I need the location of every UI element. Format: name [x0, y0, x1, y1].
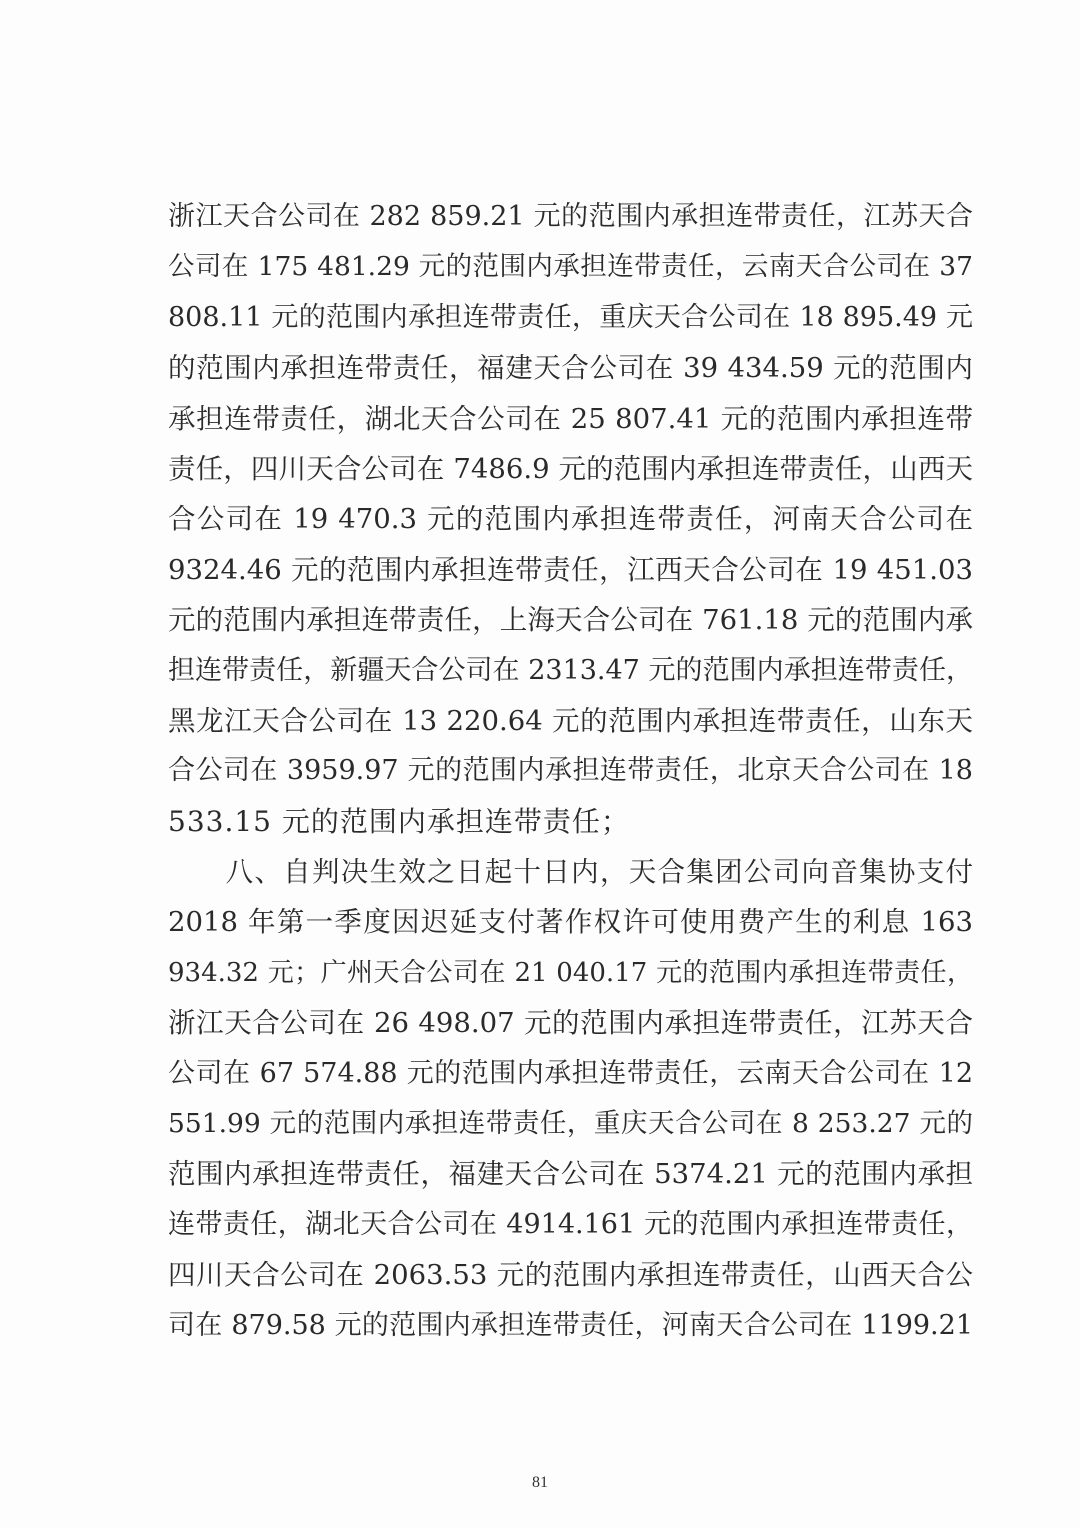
text-line: 浙江天合公司在 26 498.07 元的范围内承担连带责任，江苏天合 — [168, 1007, 973, 1040]
text-line: 合公司在 19 470.3 元的范围内承担连带责任，河南天合公司在 — [168, 503, 973, 536]
text-line: 黑龙江天合公司在 13 220.64 元的范围内承担连带责任，山东天 — [168, 704, 973, 737]
text-line: 八、自判决生效之日起十日内，天合集团公司向音集协支付 — [168, 856, 973, 889]
text-line: 元的范围内承担连带责任，上海天合公司在 761.18 元的范围内承 — [168, 604, 973, 637]
document-body — [168, 192, 973, 1351]
text-line: 533.15 元的范围内承担连带责任； — [168, 804, 630, 838]
text-line: 公司在 175 481.29 元的范围内承担连带责任，云南天合公司在 37 — [168, 251, 973, 283]
text-line: 浙江天合公司在 282 859.21 元的范围内承担连带责任，江苏天合 — [168, 201, 973, 232]
text-line: 担连带责任，新疆天合公司在 2313.47 元的范围内承担连带责任， — [168, 654, 973, 686]
text-line: 的范围内承担连带责任，福建天合公司在 39 434.59 元的范围内 — [168, 352, 973, 385]
text-line: 2018 年第一季度因迟延支付著作权许可使用费产生的利息 163 — [168, 906, 973, 939]
text-line: 9324.46 元的范围内承担连带责任，江西天合公司在 19 451.03 — [168, 553, 973, 586]
text-line: 公司在 67 574.88 元的范围内承担连带责任，云南天合公司在 12 — [168, 1057, 973, 1089]
text-line: 934.32 元；广州天合公司在 21 040.17 元的范围内承担连带责任， — [168, 957, 973, 988]
text-line: 连带责任，湖北天合公司在 4914.161 元的范围内承担连带责任， — [168, 1208, 973, 1240]
page-number: 81 — [532, 1474, 548, 1491]
text-line: 司在 879.58 元的范围内承担连带责任，河南天合公司在 1199.21 — [168, 1309, 973, 1341]
text-line: 范围内承担连带责任，福建天合公司在 5374.21 元的范围内承担 — [168, 1158, 973, 1191]
text-line: 承担连带责任，湖北天合公司在 25 807.41 元的范围内承担连带 — [168, 402, 973, 435]
text-line: 四川天合公司在 2063.53 元的范围内承担连带责任，山西天合公 — [168, 1259, 973, 1292]
text-line: 责任，四川天合公司在 7486.9 元的范围内承担连带责任，山西天 — [168, 452, 973, 485]
text-line: 808.11 元的范围内承担连带责任，重庆天合公司在 18 895.49 元 — [168, 301, 973, 333]
text-line: 合公司在 3959.97 元的范围内承担连带责任，北京天合公司在 18 — [168, 755, 973, 787]
text-line: 551.99 元的范围内承担连带责任，重庆天合公司在 8 253.27 元的 — [168, 1108, 973, 1140]
